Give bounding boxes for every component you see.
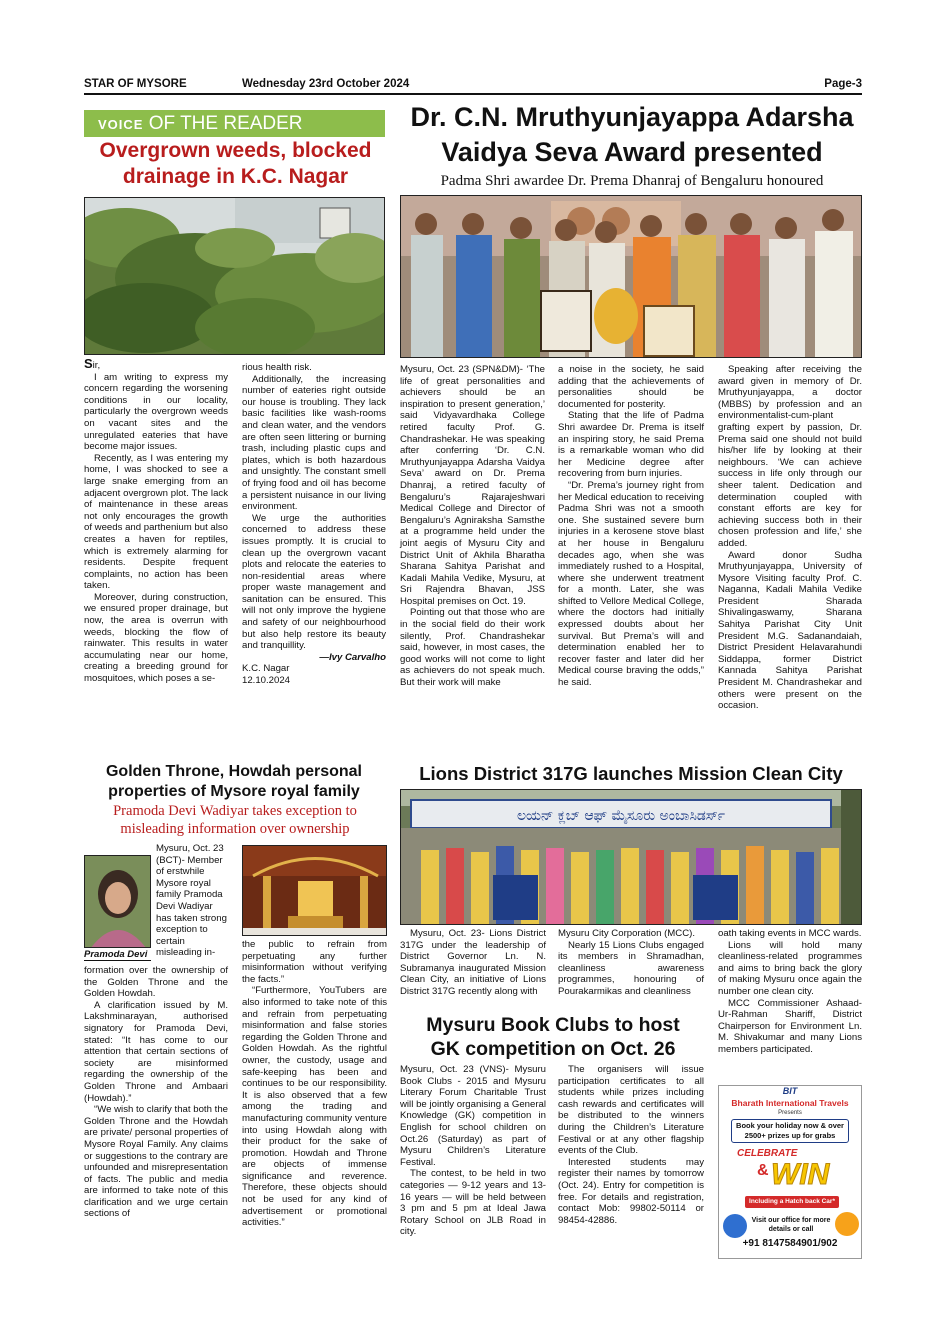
lions-photo <box>400 789 862 925</box>
book-paragraph: The organisers will issue participation certificates to all students while prizes including cash rewards and certificates will be distributed to the winners during the Children’s Literature Festival or at any other flagship events of the Club. <box>558 1064 704 1157</box>
throne-paragraph: A clarification issued by M. Lakshminarayan, authorised signatory for Pramoda Devi, stated: “It has come to our attention that certain sections of society are misinformed regarding the ownership of the Golden Throne and Ambaari (Howdah).” <box>84 999 228 1104</box>
page-number: Page-3 <box>824 78 862 90</box>
ad-win: WIN <box>771 1158 830 1191</box>
award-paragraph: Mysuru, Oct. 23 (SPN&DM)- ‘The life of great personalities and achievers should be an inspiration to present generation,’ said Vidyavardhaka College retired faculty Prof. G. Chandrashekar. He was speaking after conferring ‘Dr. C.N. Mruthyunjayappa Adarsha Vaidya Seva’ award on Dr. Prema Dhanraj, a retired faculty of Bengaluru’s Rajarajeshwari Medical College and Director of Bengaluru’s Agniraksha Samsthe at a programme held under the joint aegis of Mysuru City and District Unit of Akhila Bharatha Sharana Sahitya Parishat and Kadali Mahila Vedike, Mysuru, at Sri Rajendra Bhavan, JSS Hospital premises on Oct. 19. <box>400 364 545 607</box>
award-column-3 <box>718 364 862 712</box>
issue-date: Wednesday 23rd October 2024 <box>242 78 410 90</box>
voice-headline <box>78 138 393 190</box>
voice-of-reader-banner <box>84 110 385 137</box>
book-paragraph: The contest, to be held in two categories — 9-12 years and 13-16 years — will be held between 3 pm and 5 pm at Ideal Jawa Rotary School on JLB Road in city. <box>400 1168 546 1238</box>
throne-paragraph: “Furthermore, YouTubers are also informed to take note of this and refrain from perpetuating misinformation and false stories regarding the Golden Throne and Golden Howdah. As the rightful owner, the custody, usage and safe-keeping has been and continues to be our responsibility. It is also observed that a few among the trading and manufacturing community venture into using Howdah along with their product for the sake of promotion. Howdah and Throne are objects of immense significance and reverence. Therefore, these objects should not be used for any kind of advertisement or promotional activities.” <box>242 985 387 1229</box>
paper-name: STAR OF MYSORE <box>84 78 187 90</box>
lions-paragraph: oath taking events in MCC wards. <box>718 928 862 939</box>
book-column-2 <box>558 1064 704 1226</box>
ad-phone[interactable]: +91 8147584901/902 <box>742 1238 838 1249</box>
award-paragraph: Pointing out that those who are in the social field do their work silently, Prof. Chandrashekar said, however, in most cases, the good works will not come to light as achievers do not speak much. But their work will make <box>400 607 545 689</box>
lions-column-3 <box>718 928 862 1056</box>
reader-label: OF THE READER <box>148 113 303 134</box>
throne-column-1 <box>84 965 228 1220</box>
travel-advertisement[interactable] <box>718 1085 862 1259</box>
throne-wrap-text: Mysuru, Oct. 23 (BCT)- Member of erstwhile Mysore royal family Pramoda Devi Wadiyar has taken strong exception to certain misleading in- <box>156 843 227 959</box>
award-column-2 <box>558 364 704 689</box>
lions-headline: Lions District 317G launches Mission Clean City <box>419 763 843 784</box>
award-paragraph: Stating that the life of Padma Shri awardee Dr. Prema is itself an inspiring story, he said Prema is a remarkable woman who did her Medicine degree after recovering from burn injuries. <box>558 410 704 480</box>
voice-label: VOICE <box>98 117 144 132</box>
photo-caption: Pramoda Devi <box>84 949 151 961</box>
golden-throne-photo <box>242 845 387 936</box>
voice-column-1 <box>84 358 228 685</box>
ad-ampersand: & <box>757 1162 769 1179</box>
lions-paragraph: Mysuru City Corporation (MCC). <box>558 928 696 939</box>
lions-column-1 <box>400 928 546 998</box>
award-paragraph: Award donor Sudha Mruthyunjayappa, University of Mysore Visiting faculty Prof. C. Naganna, Kadali Mahila Vedike President Sharada Shivalingaswamy, Sharana Sahitya Parishat City Unit President M.G. Sadanandaiah, District President Helavarahundi Siddappa, former District Kannada Sahitya Parishat President M. Chandrashekar and others were present on the occasion. <box>718 549 862 712</box>
ad-brand: Bharath International Travels <box>731 1098 849 1108</box>
throne-deck-line2: misleading information over ownership <box>120 821 350 837</box>
award-photo <box>400 195 862 358</box>
award-headline <box>396 100 868 170</box>
award-headline-line2: Vaidya Seva Award presented <box>441 137 823 167</box>
voice-paragraph: Additionally, the increasing number of eateries right outside our house is troubling. They lack basic facilities like wash-rooms and clean water, and the vendors are often seen littering or burning trash, including plastic cups and plates, which is both hazardous and unsightly. The constant smell of frying food and oil has become a persistent nuisance in our living environment. <box>242 373 386 513</box>
voice-column-2 <box>242 362 386 687</box>
salutation <box>84 358 228 372</box>
header-rule <box>84 93 862 95</box>
letter-signature: —Ivy Carvalho <box>319 651 386 663</box>
letter-date: 12.10.2024 <box>242 675 291 687</box>
throne-deck-line1: Pramoda Devi Wadiyar takes exception to <box>113 803 357 819</box>
salutation-dropcap: S <box>84 356 93 371</box>
award-paragraph: a noise in the society, he said adding that the achievements of personalities should be documented for posterity. <box>558 364 704 410</box>
book-paragraph: Interested students may register their names by tomorrow (Oct. 24). Entry for competition is free. For details and registration, contact Mob: 99802-50114 or 98454-42886. <box>558 1156 704 1226</box>
throne-headline-line2: properties of Mysore royal family <box>108 783 360 800</box>
throne-paragraph: formation over the ownership of the Golden Throne and the Golden Howdah. <box>84 965 228 1000</box>
award-paragraph: Speaking after receiving the award given in memory of Dr. Mruthyunjayappa, a doctor (MBBS) by profession and an environmentalist-cum-plant grafting expert by passion, Dr. Prema said one should not build his/her life by looking at their neighbours. ‘We can achieve success in life only through our sheer talent. Dedication and determination coupled with constant efforts are key for achieving success both in their chosen profession and life,’ she added. <box>718 364 862 549</box>
voice-headline-line2: drainage in K.C. Nagar <box>122 165 349 188</box>
voice-headline-line1: Overgrown weeds, blocked <box>99 139 372 162</box>
throne-headline <box>78 762 390 802</box>
ad-presents: Presents <box>778 1110 802 1116</box>
ad-offer-box: Book your holiday now & over 2500+ prizes up for grabs <box>731 1119 849 1143</box>
throne-column-2 <box>242 939 387 1229</box>
page-header <box>84 78 862 92</box>
award-paragraph: “Dr. Prema’s journey right from her Medical education to receiving Padma Shri was not a smooth one. She sustained severe burn injuries in a kerosene stove blast at her house in Bengaluru decades ago, when she was immediately rushed to a Hospital, where she underwent treatment for a month. Later, she was shifted to Vellore Medical College, where the doctors had initially expressed doubts about her survival. But Prema’s will and determination enabled her to recover faster and later did her Medical course braving the odds,” he said. <box>558 479 704 689</box>
voice-paragraph: I am writing to express my concern regarding the worsening conditions in our locality, particularly the overgrown weeds on vacant sites and the unregulated eateries that have become major issues. <box>84 371 228 453</box>
book-column-1 <box>400 1064 546 1238</box>
book-headline <box>398 1013 708 1061</box>
throne-paragraph: “We wish to clarify that both the Golden Throne and the Howdah are private/ personal properties of Mysore Royal Family. Any claims or suggestions to the contrary are unfounded and misrepresentation of facts. The public and media are informed to take note of this clarification and we urge certain sections of <box>84 1104 228 1220</box>
lions-paragraph: Lions will hold many cleanliness-related programmes and aims to bring back the glory of making Mysuru once again the number one clean city. <box>718 939 862 997</box>
ad-sun-icon <box>835 1212 859 1236</box>
lions-paragraph: Nearly 15 Lions Clubs engaged its members in Shramadhan, cleanliness awareness programmes, honouring of Pourakarmikas and cleanliness <box>558 939 704 997</box>
ad-logo: BIT <box>782 1086 798 1096</box>
ad-celebrate: CELEBRATE <box>737 1148 798 1159</box>
award-column-1 <box>400 364 545 689</box>
voice-paragraph: Recently, as I was entering my home, I was shocked to see a large snake emerging from an adjacent overgrown plot. The lack of maintenance in these areas not only encourages the growth of weeds and parthenium but also creates a haven for reptiles, which is extremely alarming for residents. Despite frequent complaints, no action has been taken. <box>84 452 228 592</box>
weeds-photo <box>84 197 385 355</box>
award-subhead: Padma Shri awardee Dr. Prema Dhanraj of Bengaluru honoured <box>440 173 824 189</box>
lions-column-2 <box>558 928 704 998</box>
lions-paragraph: Mysuru, Oct. 23- Lions District 317G under the leadership of District Governor Ln. N. Subramanya inaugurated Mission Clean City, an initiative of Lions District 317G recently along with <box>400 928 546 997</box>
voice-paragraph: Moreover, during construction, we ensured proper drainage, but now, the area is overrun with weeds, blocking the flow of rainwater. This results in water accumulating near our home, creating a breeding ground for mosquitoes, which poses a se- <box>84 591 228 685</box>
voice-paragraph: rious health risk. <box>242 362 312 373</box>
award-headline-line1: Dr. C.N. Mruthyunjayappa Adarsha <box>410 102 854 132</box>
throne-deck <box>80 802 390 838</box>
ad-car-ribbon: Including a Hatch back Car* <box>745 1196 839 1208</box>
throne-headline-line1: Golden Throne, Howdah personal <box>105 763 362 780</box>
throne-paragraph: the public to refrain from perpetuating any further misinformation without verifying the facts.” <box>242 939 387 985</box>
voice-paragraph: We urge the authorities concerned to address these issues promptly. It is crucial to clean up the overgrown vacant plots and relocate the eateries to non-residential areas where proper waste management and sanitation can be ensured. This will not only improve the hygiene and safety of our neighbourhood but also help restore its beauty and tranquillity. <box>242 512 386 652</box>
lions-paragraph: MCC Commissioner Ashaad-Ur-Rahman Shariff, District Chairperson for Environment Ln. M. Shivakumar and many Lions members participated. <box>718 997 862 1055</box>
pramoda-devi-photo <box>84 855 151 948</box>
letter-place: K.C. Nagar <box>242 663 290 675</box>
book-paragraph: Mysuru, Oct. 23 (VNS)- Mysuru Book Clubs - 2015 and Mysuru Literary Forum Charitable Trust will be jointly organising a General Knowledge (GK) competition in English for school children on Oct.26 (Saturday) as part of Mysuru Children’s Literature Festival. <box>400 1064 546 1168</box>
salutation-text: ir, <box>92 360 101 371</box>
ad-badge-icon <box>723 1214 747 1238</box>
book-headline-line1: Mysuru Book Clubs to host <box>426 1014 680 1036</box>
book-headline-line2: GK competition on Oct. 26 <box>430 1038 676 1060</box>
lions-banner-text: ಲಯನ್ ಕ್ಲಬ್ ಆಫ್ ಮೈಸೂರು ಅಂಬಾಸಿಡರ್ಸ್ <box>516 808 726 824</box>
ad-visit-text: Visit our office for more details or call <box>751 1217 831 1233</box>
